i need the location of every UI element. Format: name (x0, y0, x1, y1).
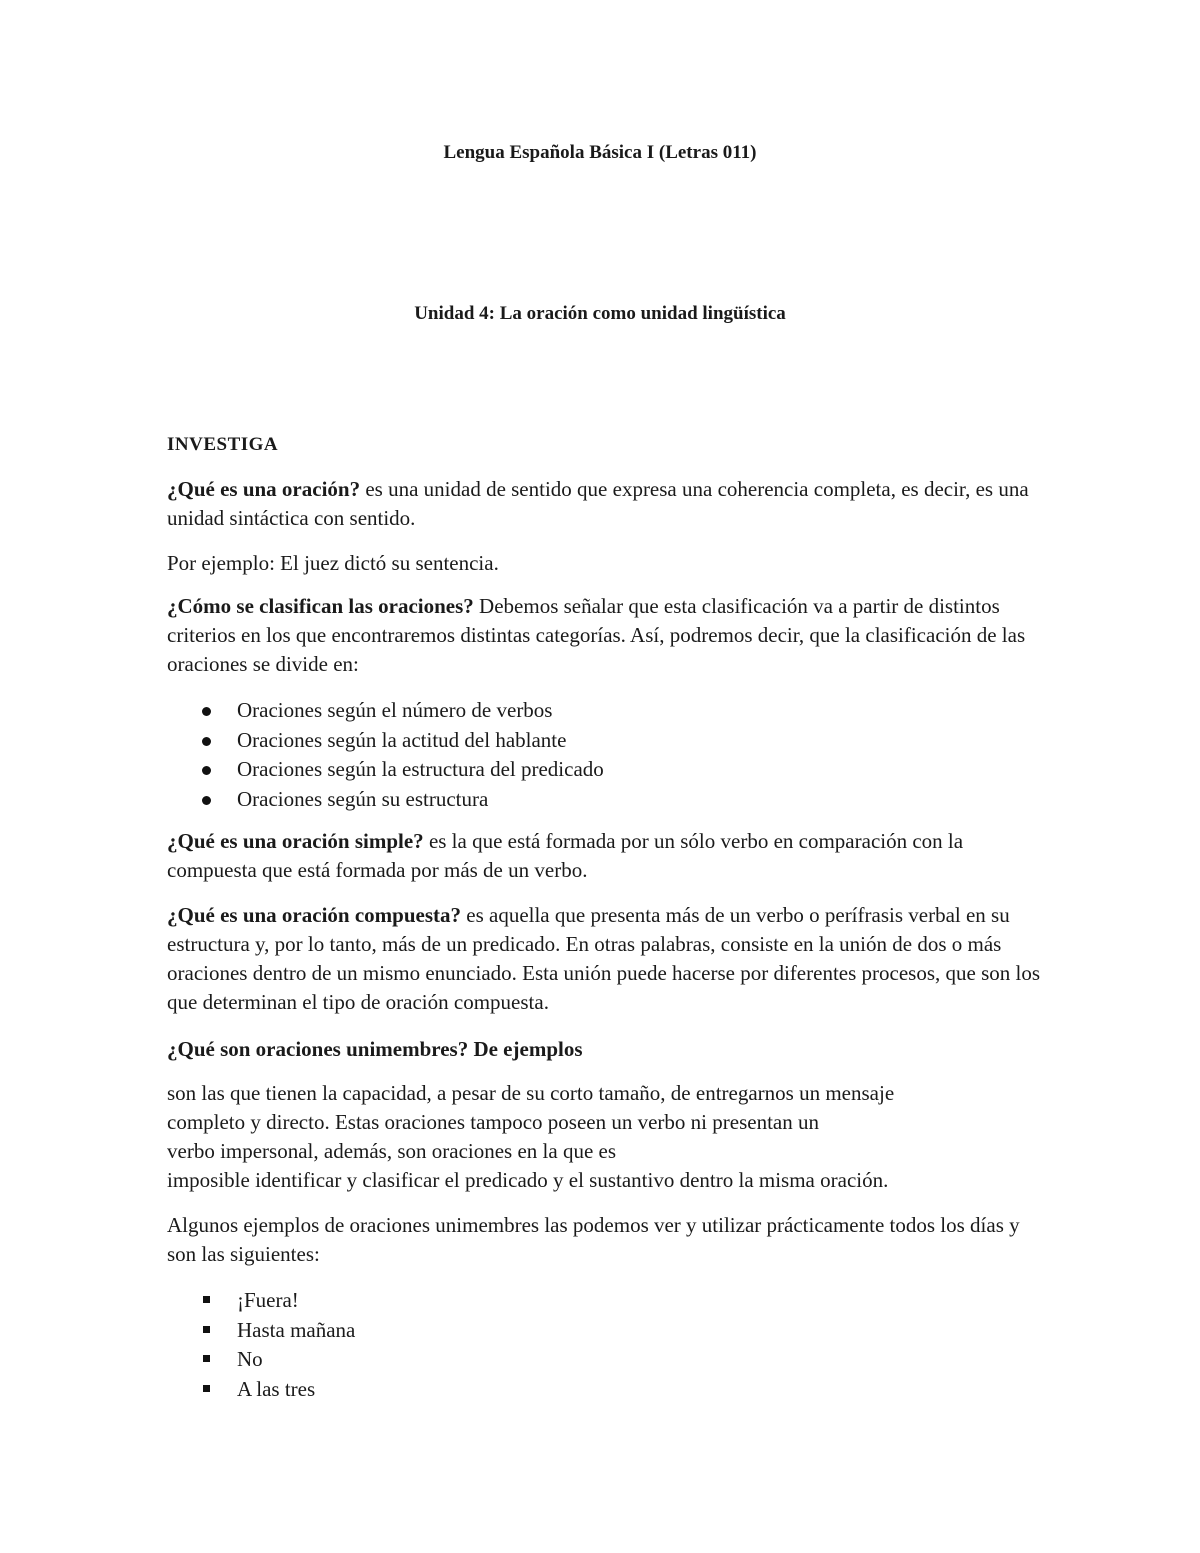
document-title: Lengua Española Básica I (Letras 011) (443, 142, 757, 163)
paragraph-unimembres (167, 1079, 1067, 1195)
list-item: A las tres (167, 1375, 1047, 1405)
text-line: verbo impersonal, además, son oraciones en la que es (167, 1139, 617, 1163)
classification-list (167, 696, 1047, 814)
answer-text: es la que está formada por un sólo verbo en comparación con la compuesta que está formada por más de un verbo. (167, 829, 964, 882)
list-item: Hasta mañana (167, 1316, 1047, 1346)
bullet-square-icon (203, 1326, 210, 1333)
answer-text: es aquella que presenta más de un verbo o perífrasis verbal en su estructura y, por lo tanto, más de un predicado. En otras palabras, consiste en la unión de dos o más oraciones dentro de un mismo enunciado. Esta unión puede hacerse por diferentes procesos, que son los que determinan el tipo de oración compuesta. (167, 903, 1040, 1014)
list-item: Oraciones según la estructura del predicado (167, 755, 1047, 785)
bullet-square-icon (203, 1355, 210, 1362)
paragraph-q1 (167, 475, 1047, 533)
list-item: Oraciones según su estructura (167, 785, 1047, 815)
examples-list (167, 1286, 1047, 1404)
text-line: completo y directo. Estas oraciones tampoco poseen un verbo ni presentan un (167, 1110, 819, 1134)
bullet-dot-icon (202, 737, 211, 746)
question-q5: ¿Qué son oraciones unimembres? De ejemplos (167, 1037, 583, 1061)
list-item: Oraciones según el número de verbos (167, 696, 1047, 726)
example-sentence: Por ejemplo: El juez dictó su sentencia. (167, 551, 499, 575)
bullet-dot-icon (202, 766, 211, 775)
list-item: Oraciones según la actitud del hablante (167, 726, 1047, 756)
answer-text: Debemos señalar que esta clasificación va a partir de distintos criterios en los que encontraremos distintas categorías. Así, podremos decir, que la clasificación de las oraciones se divide en: (167, 594, 1026, 676)
question-label: ¿Cómo se clasifican las oraciones? (167, 594, 474, 618)
question-label: ¿Qué es una oración simple? (167, 829, 424, 853)
question-label: ¿Qué es una oración compuesta? (167, 903, 461, 927)
paragraph-q2 (167, 592, 1047, 679)
bullet-dot-icon (202, 707, 211, 716)
section-heading: INVESTIGA (167, 434, 279, 455)
text-line: imposible identificar y clasificar el predicado y el sustantivo dentro la misma oración. (167, 1168, 889, 1192)
bullet-dot-icon (202, 796, 211, 805)
bullet-square-icon (203, 1296, 210, 1303)
question-label: ¿Qué es una oración? (167, 477, 361, 501)
text-line: son las que tienen la capacidad, a pesar de su corto tamaño, de entregarnos un mensaje (167, 1081, 895, 1105)
answer-text: es una unidad de sentido que expresa una coherencia completa, es decir, es una unidad sintáctica con sentido. (167, 477, 1029, 530)
unit-title: Unidad 4: La oración como unidad lingüística (414, 303, 786, 324)
list-item: ¡Fuera! (167, 1286, 1047, 1316)
list-item: No (167, 1345, 1047, 1375)
paragraph-q4 (167, 901, 1047, 1017)
examples-intro: Algunos ejemplos de oraciones unimembres las podemos ver y utilizar prácticamente todos los días y son las siguientes: (167, 1213, 1020, 1266)
paragraph-q3 (167, 827, 1047, 885)
bullet-square-icon (203, 1385, 210, 1392)
